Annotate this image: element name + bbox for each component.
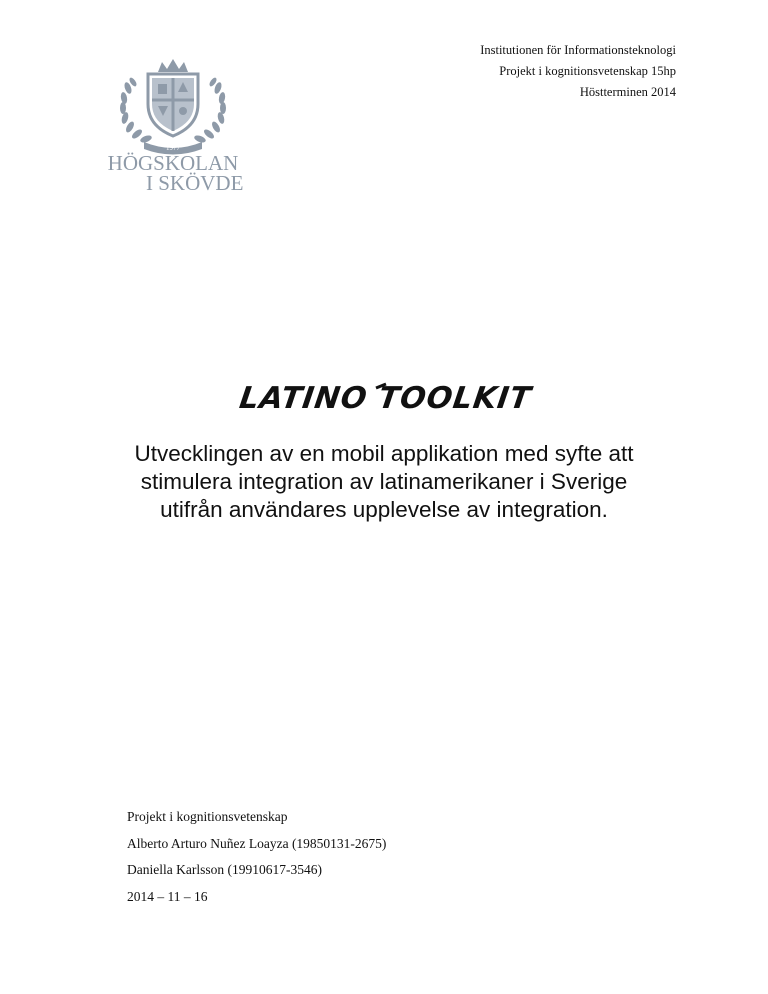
course-name: Projekt i kognitionsvetenskap 15hp: [499, 64, 676, 78]
term: Höstterminen 2014: [579, 85, 676, 99]
subtitle: [60, 440, 708, 524]
author-1: Alberto Arturo Nuñez Loayza (19850131-2675): [127, 835, 387, 851]
logo-text-line2: I SKÖVDE: [146, 171, 244, 194]
footer-course: Projekt i kognitionsvetenskap: [127, 809, 288, 824]
institution-name: Institutionen för Informationsteknologi: [480, 43, 676, 57]
footer-info: [127, 804, 386, 910]
header-info: [480, 40, 676, 103]
logo-year: 1977: [166, 144, 180, 152]
author-2: Daniella Karlsson (19910617-3546): [127, 862, 322, 877]
document-date: 2014 – 11 – 16: [127, 888, 208, 904]
project-title-text: LATINO TOOLKIT: [237, 381, 534, 416]
subtitle-line-3: utifrån användares upplevelse av integration.: [160, 497, 608, 522]
subtitle-line-1: Utvecklingen av en mobil applikation med syfte att: [134, 441, 634, 466]
university-logo: [98, 54, 248, 194]
university-seal-icon: [98, 54, 248, 194]
project-title: [0, 366, 768, 431]
subtitle-line-2: stimulera integration av latinamerikaner i Sverige: [140, 469, 628, 494]
logo-text-line1: HÖGSKOLAN: [107, 151, 239, 175]
